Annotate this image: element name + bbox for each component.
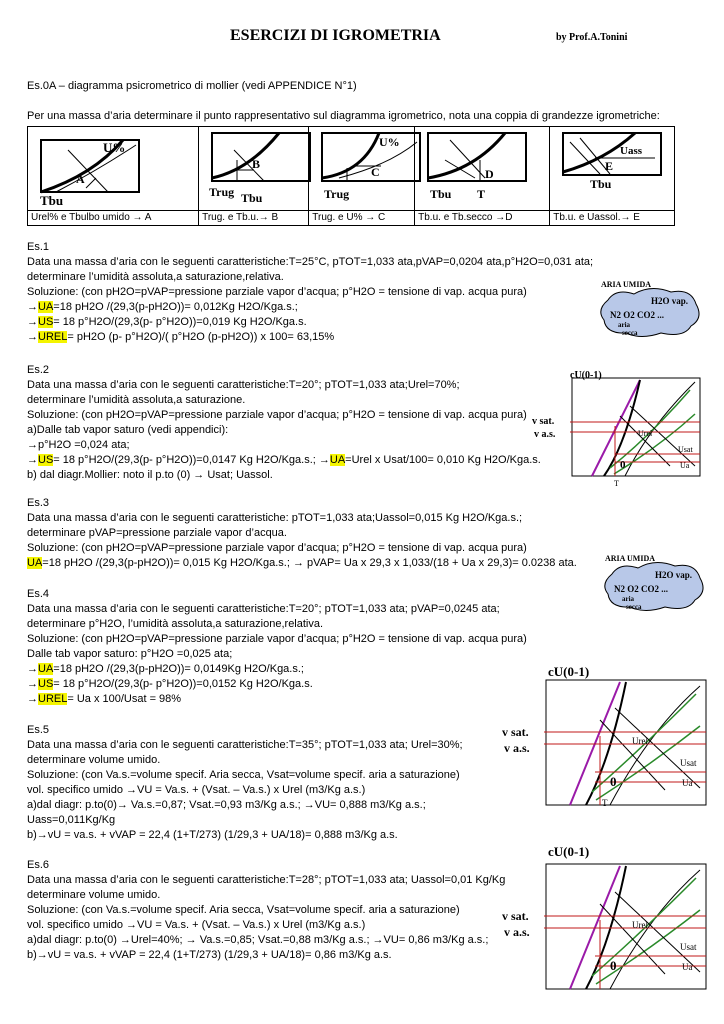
diagram-a-label-tbu: Tbu xyxy=(40,193,64,208)
es1-line3: Soluzione: (con pH2O=pVAP=pressione parziale vapor d’acqua; p°H2O = tensione di vap. acqua pura) xyxy=(27,286,527,298)
cloud1-vap: H2O vap. xyxy=(651,296,689,306)
diagram-a-label-u: U% xyxy=(103,140,126,155)
diagram-caption-d: Tb.u. e Tb.secco →D xyxy=(415,211,550,226)
diagram-c-label-c: C xyxy=(371,165,380,179)
es5-line1: Data una massa d’aria con le seguenti caratteristiche:T=35°; pTOT=1,033 ata; Urel=30%; xyxy=(27,739,463,751)
diagram-table xyxy=(27,126,675,226)
es2-line3: Soluzione: (con pH2O=pVAP=pressione parziale vapor d’acqua; p°H2O = tensione di vap. acqua pura) xyxy=(27,409,527,421)
m3-urel: Urel xyxy=(632,920,648,930)
es6-line5: a)dal diagr: p.to(0) →Urel=40%; → Va.s.=0,85; Vsat.=0,88 m3/Kg a.s.; →VU= 0,86 m3/Kg a.s.; xyxy=(27,934,489,946)
es6-line3: Soluzione: (con Va.s.=volume specif. Aria secca, Vsat=volume specif. aria a saturazione) xyxy=(27,904,460,916)
es4-us-label: US xyxy=(38,678,54,690)
page-title: ESERCIZI DI IGROMETRIA xyxy=(230,27,441,44)
es4-line1: Data una massa d’aria con le seguenti caratteristiche:T=20°; pTOT=1,033 ata; pVAP=0,0245 ata; xyxy=(27,603,500,615)
diagram-b-label-b: B xyxy=(252,157,261,171)
intro-es0a: Es.0A – diagramma psicrometrico di mollier (vedi APPENDICE N°1) xyxy=(27,80,357,92)
es3-line3: Soluzione: (con pH2O=pVAP=pressione parziale vapor d’acqua; p°H2O = tensione di vap. acqua pura) xyxy=(27,542,527,554)
m2-vas: v a.s. xyxy=(504,741,530,755)
m1-ua: Ua xyxy=(680,461,690,470)
diagram-e-label-uass: Uass xyxy=(620,145,643,157)
cloud2-secca2: secca xyxy=(626,603,642,611)
es4-urel: →UREL= Ua x 100/Usat = 98% xyxy=(27,693,182,705)
es1-urel-rest: = pH2O (p- p°H2O)/( p°H2O (p-pH2O)) x 100= 63,15% xyxy=(67,331,335,343)
es1-us: →US= 18 p°H2O/(29,3(p- p°H2O))=0,019 Kg H2O/Kga.s. xyxy=(27,316,307,328)
cloud1-secca1: aria xyxy=(618,321,631,329)
cloud1-title: ARIA UMIDA xyxy=(601,280,651,289)
es4-line4: Dalle tab vapor saturo: p°H2O =0,025 ata; xyxy=(27,648,233,660)
es4-urel-rest: = Ua x 100/Usat = 98% xyxy=(67,693,182,705)
es5-line6: Uass=0,011Kg/Kg xyxy=(27,814,116,826)
diagram-caption-a: Urel% e Tbulbo umido → A xyxy=(28,211,199,226)
es1-ua-rest: =18 pH2O /(29,3(p-pH2O))= 0,012Kg H2O/Kga.s.; xyxy=(53,301,298,313)
es5-line3: Soluzione: (con Va.s.=volume specif. Aria secca, Vsat=volume specif. aria a saturazione) xyxy=(27,769,460,781)
es4-ua-rest: =18 pH2O /(29,3(p-pH2O))= 0,0149Kg H2O/Kga.s.; xyxy=(53,663,304,675)
m3-zero: 0 xyxy=(610,958,617,973)
aria-umida-cloud-2 xyxy=(600,552,710,614)
es4-line2: determinare p°H2O, l’umidità assoluta,a saturazione,relativa. xyxy=(27,618,324,630)
m2-vsat: v sat. xyxy=(502,725,529,739)
es2-title: Es.2 xyxy=(27,364,50,376)
es3-ua xyxy=(27,556,577,570)
es1-line2: determinare l’umidità assoluta,a saturazione,relativa. xyxy=(27,271,284,283)
es6-line4: vol. specifico umido →VU = Va.s. + (Vsat. – Va.s.) x Urel (m3/Kg a.s.) xyxy=(27,919,366,931)
es2-us-label: US xyxy=(38,454,54,466)
es4-title: Es.4 xyxy=(27,588,50,600)
m1-t: T xyxy=(614,479,619,488)
diagram-cell-c xyxy=(309,127,415,211)
es2-us-ua: →US= 18 p°H2O/(29,3(p- p°H2O))=0,0147 Kg H2O/Kga.s.; →UA=Urel x Usat/100= 0,010 Kg H2O/Kga.s. xyxy=(27,454,541,466)
diagram-cell-d xyxy=(415,127,550,211)
es1-line1: Data una massa d’aria con le seguenti caratteristiche:T=25°C, pTOT=1,033 ata,pVAP=0,0204 ata,p°H2O=0,031 ata; xyxy=(27,256,594,268)
es1-urel-label: UREL xyxy=(38,331,68,343)
diagram-e-label-e: E xyxy=(605,159,614,173)
m1-zero: 0 xyxy=(620,459,626,471)
diagram-d-label-tbu: Tbu xyxy=(430,187,452,201)
cloud2-vap: H2O vap. xyxy=(655,570,693,580)
m1-vsat: v sat. xyxy=(532,416,555,427)
diagram-e-figure xyxy=(560,130,665,208)
diagram-c-label-u: U% xyxy=(379,135,400,149)
m1-urel: Urel xyxy=(638,429,653,438)
m2-cu: cU(0-1) xyxy=(548,664,590,679)
m1-cu: cU(0-1) xyxy=(570,370,602,381)
diagram-caption-b: Trug. e Tb.u.→ B xyxy=(199,211,309,226)
es2-line1: Data una massa d’aria con le seguenti caratteristiche:T=20°; pTOT=1,033 ata;Urel=70%; xyxy=(27,379,460,391)
es4-urel-label: UREL xyxy=(38,693,68,705)
cloud1-secca2: secca xyxy=(622,329,638,337)
m2-zero: 0 xyxy=(610,774,617,789)
m2-ua: Ua xyxy=(682,778,693,788)
mollier-sketch-3 xyxy=(500,840,710,995)
es2-us-rest: = 18 p°H2O/(29,3(p- p°H2O))=0,0147 Kg H2O/Kga.s.; → xyxy=(53,454,330,466)
es2-line4: a)Dalle tab vapor saturo (vedi appendici): xyxy=(27,424,229,436)
es2-ua-label: UA xyxy=(329,454,346,466)
diagram-b-label-trug: Trug xyxy=(209,185,235,199)
es1-us-rest: = 18 p°H2O/(29,3(p- p°H2O))=0,019 Kg H2O/Kga.s. xyxy=(53,316,307,328)
diagram-cell-a xyxy=(28,127,199,211)
m2-usat: Usat xyxy=(680,758,697,768)
es5-line2: determinare volume umido. xyxy=(27,754,161,766)
cloud2-title: ARIA UMIDA xyxy=(605,554,655,563)
es3-line1: Data una massa d’aria con le seguenti caratteristiche: pTOT=1,033 ata;Uassol=0,015 Kg H2O/Kga.s.; xyxy=(27,512,523,524)
m2-urel: Urel xyxy=(632,736,648,746)
es1-title: Es.1 xyxy=(27,241,50,253)
diagram-c-figure xyxy=(319,130,424,208)
es2-line2: determinare l’umidità assoluta,a saturazione. xyxy=(27,394,246,406)
m3-cu: cU(0-1) xyxy=(548,844,590,859)
es2-ua-rest: =Urel x Usat/100= 0,010 Kg H2O/Kga.s. xyxy=(345,454,541,466)
diagram-cell-e xyxy=(550,127,675,211)
cloud1-gas: N2 O2 CO2 ... xyxy=(610,310,664,320)
cloud2-secca1: aria xyxy=(622,595,635,603)
es4-line3: Soluzione: (con pH2O=pVAP=pressione parziale vapor d’acqua; p°H2O = tensione di vap. acqua pura) xyxy=(27,633,527,645)
cloud2-gas: N2 O2 CO2 ... xyxy=(614,584,668,594)
mollier-sketch-2 xyxy=(500,660,710,810)
m3-vas: v a.s. xyxy=(504,925,530,939)
es1-urel: →UREL= pH2O (p- p°H2O)/( p°H2O (p-pH2O)) x 100= 63,15% xyxy=(27,331,335,343)
es5-line7: b)→vU = va.s. + vVAP = 22,4 (1+T/273) (1/29,3 + UA/18)= 0,888 m3/Kg a.s. xyxy=(27,829,398,841)
diagram-a-label-a: A xyxy=(76,172,85,186)
diagram-d-label-t: T xyxy=(477,187,486,201)
aria-umida-cloud-1 xyxy=(596,278,706,340)
es2-line5: →p°H2O =0,024 ata; xyxy=(27,439,130,451)
es4-us-rest: = 18 p°H2O/(29,3(p- p°H2O))=0,0152 Kg H2O/Kga.s. xyxy=(53,678,313,690)
diagram-b-label-tbu: Tbu xyxy=(241,191,263,205)
diagram-caption-e: Tb.u. e Uassol.→ E xyxy=(550,211,675,226)
es2-line7: b) dal diagr.Mollier: noto il p.to (0) → Usat; Uassol. xyxy=(27,469,273,481)
diagram-c-label-trug: Trug xyxy=(324,187,350,201)
es5-line4: vol. specifico umido →VU = Va.s. + (Vsat. – Va.s.) x Urel (m3/Kg a.s.) xyxy=(27,784,366,796)
es6-title: Es.6 xyxy=(27,859,50,871)
diagram-b-figure xyxy=(209,130,314,208)
es6-line2: determinare volume umido. xyxy=(27,889,161,901)
m2-t: T xyxy=(602,798,608,808)
m3-vsat: v sat. xyxy=(502,909,529,923)
es3-line2: determinare pVAP=pressione parziale vapor d’acqua. xyxy=(27,527,287,539)
diagram-d-figure xyxy=(425,130,530,208)
diagram-cell-b xyxy=(199,127,309,211)
es4-ua: →UA=18 pH2O /(29,3(p-pH2O))= 0,0149Kg H2O/Kga.s.; xyxy=(27,663,304,675)
diagram-a-figure xyxy=(38,130,143,208)
es4-ua-label: UA xyxy=(38,663,54,675)
es1-ua: →UA=18 pH2O /(29,3(p-pH2O))= 0,012Kg H2O/Kga.s.; xyxy=(27,301,298,313)
es5-title: Es.5 xyxy=(27,724,50,736)
es5-line5: a)dal diagr: p.to(0)→ Va.s.=0,87; Vsat.=0,93 m3/Kg a.s.; →VU= 0,888 m3/Kg a.s.; xyxy=(27,799,426,811)
diagram-caption-c: Trug. e U% → C xyxy=(309,211,415,226)
es6-line1: Data una massa d’aria con le seguenti caratteristiche:T=28°; pTOT=1,033 ata; Uassol=0,01 Kg/Kg xyxy=(27,874,506,886)
m1-usat: Usat xyxy=(678,445,693,454)
es1-ua-label: UA xyxy=(38,301,54,313)
diagram-e-label-tbu: Tbu xyxy=(590,177,612,191)
es4-us: →US= 18 p°H2O/(29,3(p- p°H2O))=0,0152 Kg H2O/Kga.s. xyxy=(27,678,313,690)
mollier-sketch-1 xyxy=(530,366,706,488)
es3-ua-label: UA xyxy=(27,557,43,569)
diagram-d-label-d: D xyxy=(485,167,494,181)
es6-line6: b)→vU = va.s. + vVAP = 22,4 (1+T/273) (1/29,3 + UA/18)= 0,86 m3/Kg a.s. xyxy=(27,949,392,961)
intro-description: Per una massa d’aria determinare il punto rappresentativo sul diagramma igrometrico, nota una coppia di grandezze igrometriche: xyxy=(27,110,660,122)
es1-us-label: US xyxy=(38,316,54,328)
m3-ua: Ua xyxy=(682,962,693,972)
es3-title: Es.3 xyxy=(27,497,50,509)
m1-vas: v a.s. xyxy=(534,429,556,440)
es3-ua-rest: =18 pH2O /(29,3(p-pH2O))= 0,015 Kg H2O/Kga.s.; → pVAP= Ua x 29,3 x 1,033/(18 + Ua x 29,3)= 0.0238 ata. xyxy=(42,557,577,569)
author-byline: by Prof.A.Tonini xyxy=(556,32,628,43)
m3-usat: Usat xyxy=(680,942,697,952)
